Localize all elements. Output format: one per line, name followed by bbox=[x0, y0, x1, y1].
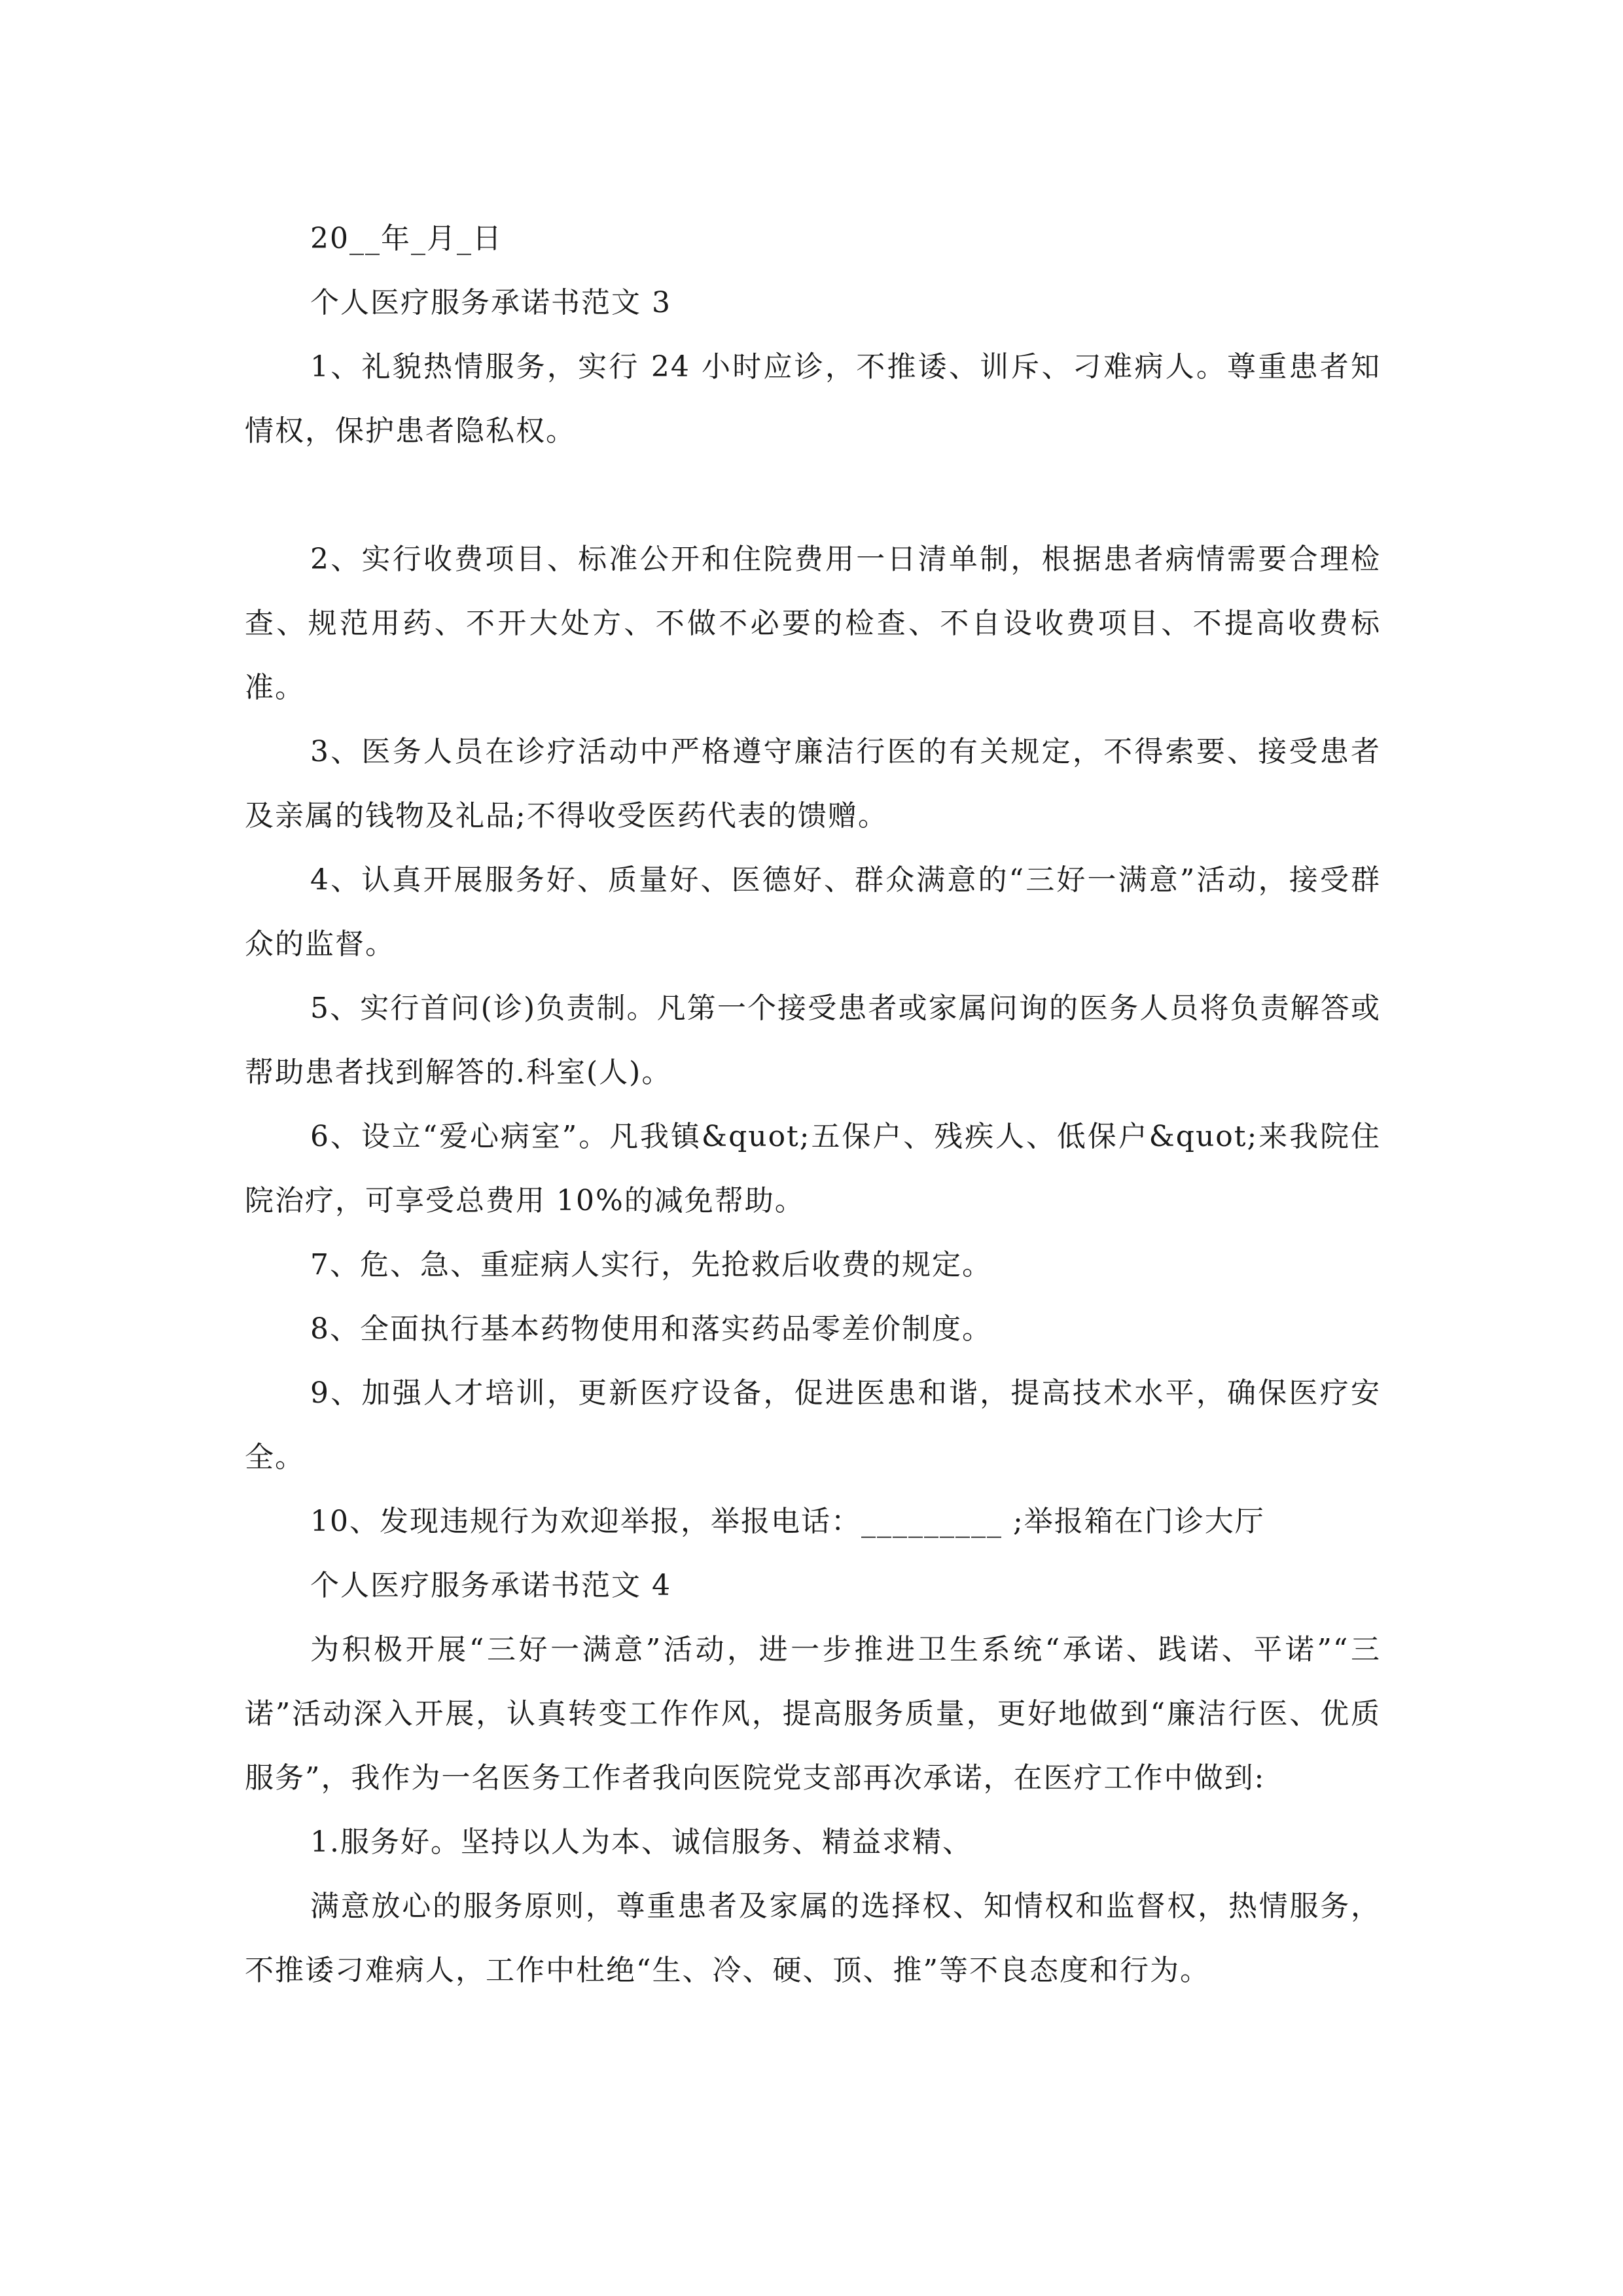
section-3-item-5: 5、实行首问(诊)负责制。凡第一个接受患者或家属问询的医务人员将负责解答或帮助患者找到解答的.科室(人)。 bbox=[245, 992, 1381, 1089]
section-3-item-1: 1、礼貌热情服务，实行 24 小时应诊，不推诿、训斥、刁难病人。尊重患者知情权，保护患者隐私权。 bbox=[245, 350, 1381, 448]
section-4-point-1: 1.服务好。坚持以人为本、诚信服务、精益求精、 bbox=[310, 1825, 972, 1859]
section-3-item-4: 4、认真开展服务好、质量好、医德好、群众满意的“三好一满意”活动，接受群众的监督。 bbox=[245, 863, 1381, 961]
section-4-title: 个人医疗服务承诺书范文 4 bbox=[310, 1569, 671, 1602]
section-3-title: 个人医疗服务承诺书范文 3 bbox=[310, 286, 671, 319]
section-3-item-7: 7、危、急、重症病人实行，先抢救后收费的规定。 bbox=[310, 1248, 992, 1282]
document-body bbox=[245, 207, 1381, 2003]
section-3-item-3: 3、医务人员在诊疗活动中严格遵守廉洁行医的有关规定，不得索要、接受患者及亲属的钱物及礼品;不得收受医药代表的馈赠。 bbox=[245, 735, 1381, 833]
section-3-item-10: 10、发现违规行为欢迎举报，举报电话：_________ ;举报箱在门诊大厅 bbox=[310, 1505, 1265, 1538]
blank-line bbox=[245, 463, 1381, 528]
section-3-item-2: 2、实行收费项目、标准公开和住院费用一日清单制，根据患者病情需要合理检查、规范用药、不开大处方、不做不必要的检查、不自设收费项目、不提高收费标准。 bbox=[245, 543, 1381, 704]
section-3-item-9: 9、加强人才培训，更新医疗设备，促进医患和谐，提高技术水平，确保医疗安全。 bbox=[245, 1376, 1381, 1474]
date-line: 20__年_月_日 bbox=[310, 222, 503, 255]
section-4-intro: 为积极开展“三好一满意”活动，进一步推进卫生系统“承诺、践诺、平诺”“三诺”活动深入开展，认真转变工作作风，提高服务质量，更好地做到“廉洁行医、优质服务”，我作为一名医务工作者我向医院党支部再次承诺，在医疗工作中做到: bbox=[245, 1633, 1381, 1795]
section-3-item-8: 8、全面执行基本药物使用和落实药品零差价制度。 bbox=[310, 1312, 992, 1346]
section-3-item-6: 6、设立“爱心病室”。凡我镇&quot;五保户、残疾人、低保户&quot;来我院住院治疗，可享受总费用 10%的减免帮助。 bbox=[245, 1120, 1381, 1217]
section-4-point-1-continued: 满意放心的服务原则，尊重患者及家属的选择权、知情权和监督权，热情服务，不推诿刁难病人，工作中杜绝“生、冷、硬、顶、推”等不良态度和行为。 bbox=[245, 1890, 1381, 1987]
